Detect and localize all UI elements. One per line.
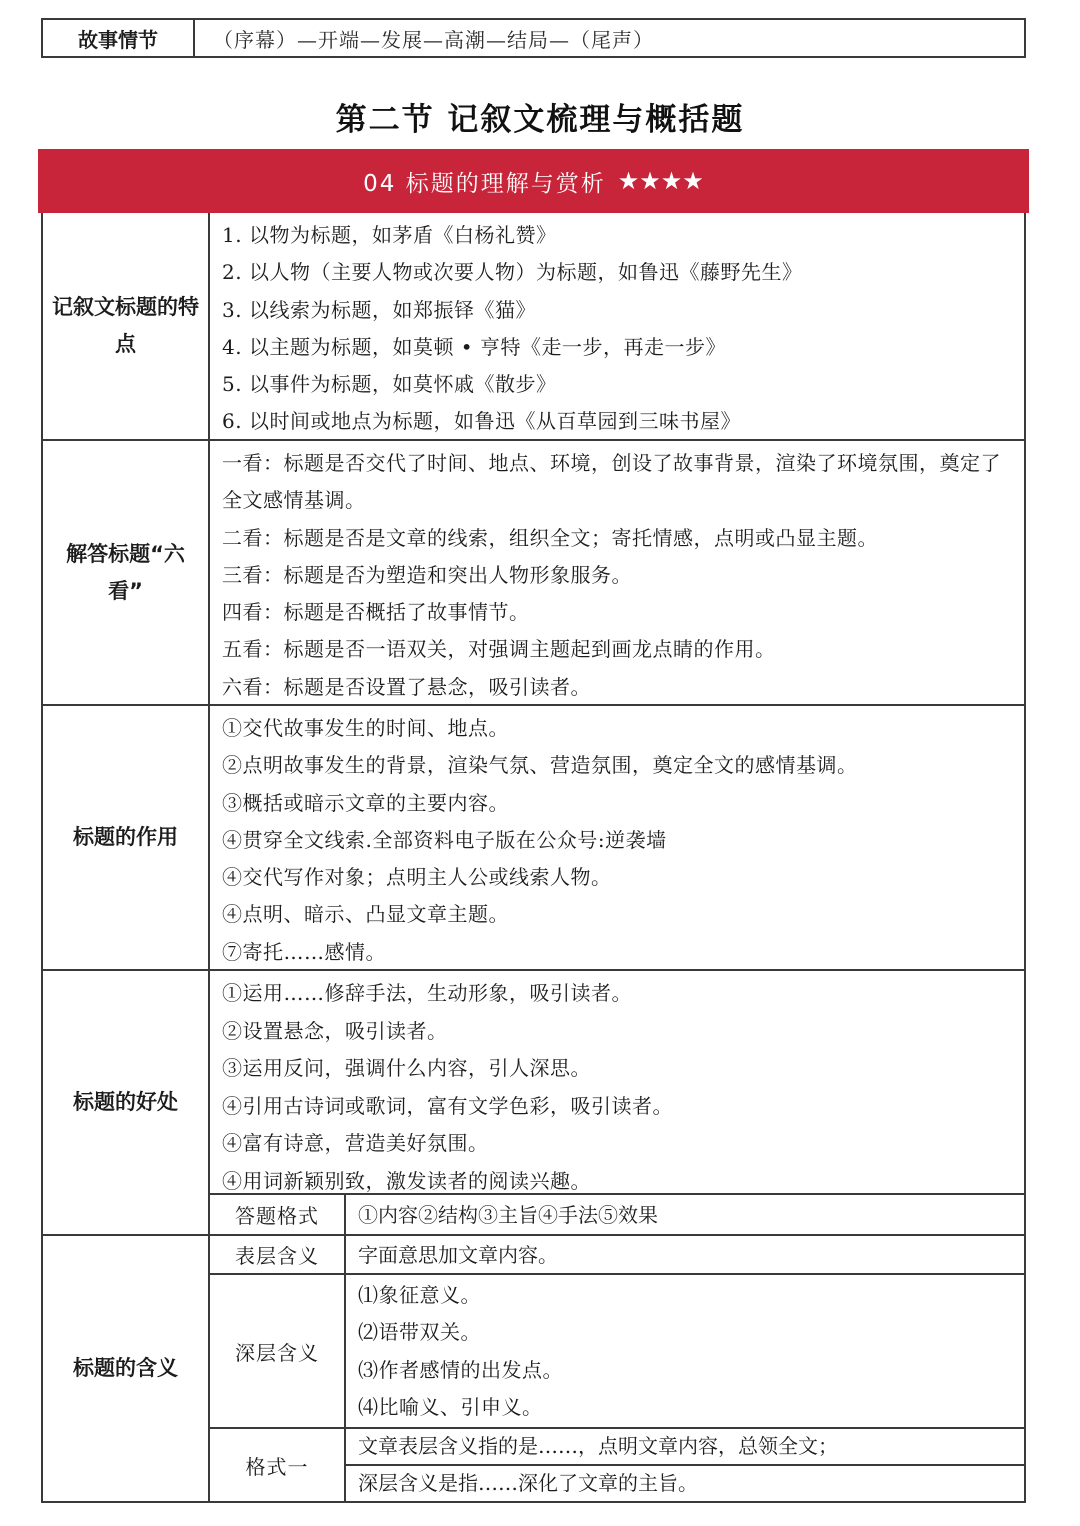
list-item: 一看：标题是否交代了时间、地点、环境，创设了故事背景，渲染了环境氛围，奠定了全文感情基调。: [222, 451, 1001, 513]
list-item: 3. 以线索为标题，如郑振铎《猫》: [222, 297, 536, 322]
plot-label: 故事情节: [43, 20, 195, 56]
list-item: ⑷比喻义、引申义。: [358, 1394, 543, 1419]
list-item: ④富有诗意，营造美好氛围。: [222, 1131, 489, 1155]
table-row-features: [43, 213, 1024, 441]
main-table: [41, 213, 1026, 1503]
format-one-label: 格式一: [210, 1429, 346, 1501]
list-item: ④点明、暗示、凸显文章主题。: [222, 902, 509, 927]
plot-value: （序幕）—开端—发展—高潮—结局—（尾声）: [213, 27, 654, 52]
list-item: ④贯穿全文线索.全部资料电子版在公众号:逆袭墙: [222, 827, 667, 852]
row-label-function: 标题的作用: [43, 706, 210, 969]
surface-meaning-value: 字面意思加文章内容。: [358, 1242, 558, 1267]
section-title: 第二节 记叙文梳理与概括题: [335, 102, 745, 138]
list-item: ①运用……修辞手法，生动形象，吸引读者。: [222, 981, 632, 1005]
list-item: ⑶作者感情的出发点。: [358, 1357, 563, 1382]
benefits-list: [210, 971, 1024, 1193]
list-item: 四看：标题是否概括了故事情节。: [222, 600, 530, 625]
row-label-six-looks: 解答标题“六看”: [43, 441, 210, 704]
surface-meaning-row: [210, 1236, 1024, 1273]
answer-format-label: 答题格式: [210, 1195, 346, 1234]
deep-meaning-list: [346, 1275, 1024, 1427]
format-one-row: [210, 1427, 1024, 1501]
row-label-benefits: 标题的好处: [43, 971, 210, 1234]
list-item: ③运用反问，强调什么内容，引人深思。: [222, 1056, 591, 1080]
banner-title: 04 标题的理解与赏析: [363, 170, 606, 197]
deep-meaning-row: [210, 1273, 1024, 1427]
list-item: ⑴象征意义。: [358, 1283, 481, 1307]
list-item: ②点明故事发生的背景，渲染气氛、营造氛围，奠定全文的感情基调。: [222, 753, 858, 778]
deep-meaning-label: 深层含义: [210, 1275, 346, 1427]
list-item: 六看：标题是否设置了悬念，吸引读者。: [222, 674, 591, 699]
list-item: ②设置悬念，吸引读者。: [222, 1018, 448, 1043]
row-label-meaning: 标题的含义: [43, 1236, 210, 1501]
list-item: 4. 以主题为标题，如莫顿 • 亨特《走一步，再走一步》: [222, 334, 726, 359]
list-item: ④交代写作对象；点明主人公或线索人物。: [222, 865, 612, 890]
list-item: 三看：标题是否为塑造和突出人物形象服务。: [222, 562, 632, 587]
list-item: ④用词新颖别致，激发读者的阅读兴趣。: [222, 1168, 591, 1193]
list-item: ①交代故事发生的时间、地点。: [222, 716, 509, 740]
table-row-benefits: [43, 971, 1024, 1236]
list-item: 6. 以时间或地点为标题，如鲁迅《从百草园到三味书屋》: [222, 409, 741, 434]
list-item: ③概括或暗示文章的主要内容。: [222, 790, 509, 815]
plot-structure-row: [41, 18, 1026, 58]
list-item: ④引用古诗词或歌词，富有文学色彩，吸引读者。: [222, 1093, 673, 1118]
list-item: 5. 以事件为标题，如莫怀戚《散步》: [222, 372, 557, 397]
table-row-meaning: [43, 1236, 1024, 1501]
row-body-features: [210, 213, 1024, 439]
difficulty-stars: ★★★★: [617, 167, 704, 195]
list-item: 深层含义是指……深化了文章的主旨。: [358, 1471, 698, 1495]
list-item: ⑦寄托……感情。: [222, 939, 386, 964]
format-one-list: [346, 1429, 1024, 1501]
list-item: 五看：标题是否一语双关，对强调主题起到画龙点睛的作用。: [222, 637, 776, 662]
list-item: 二看：标题是否是文章的线索，组织全文；寄托情感，点明或凸显主题。: [222, 525, 878, 550]
list-item: 2. 以人物（主要人物或次要人物）为标题，如鲁迅《藤野先生》: [222, 260, 803, 285]
list-item: 文章表层含义指的是……，点明文章内容，总领全文；: [346, 1429, 1024, 1466]
answer-format-row: [210, 1193, 1024, 1234]
row-label-features: 记叙文标题的特点: [43, 213, 210, 439]
row-body-six-looks: [210, 441, 1024, 704]
surface-meaning-label: 表层含义: [210, 1236, 346, 1273]
benefits-body: [210, 971, 1024, 1234]
table-row-six-looks: [43, 441, 1024, 706]
meaning-body: [210, 1236, 1024, 1501]
table-row-function: [43, 706, 1024, 971]
row-body-function: [210, 706, 1024, 969]
list-item: ⑵语带双关。: [358, 1320, 481, 1345]
answer-format-value: ①内容②结构③主旨④手法⑤效果: [358, 1202, 658, 1227]
list-item: 1. 以物为标题，如茅盾《白杨礼赞》: [222, 223, 557, 247]
topic-banner: [38, 149, 1029, 213]
